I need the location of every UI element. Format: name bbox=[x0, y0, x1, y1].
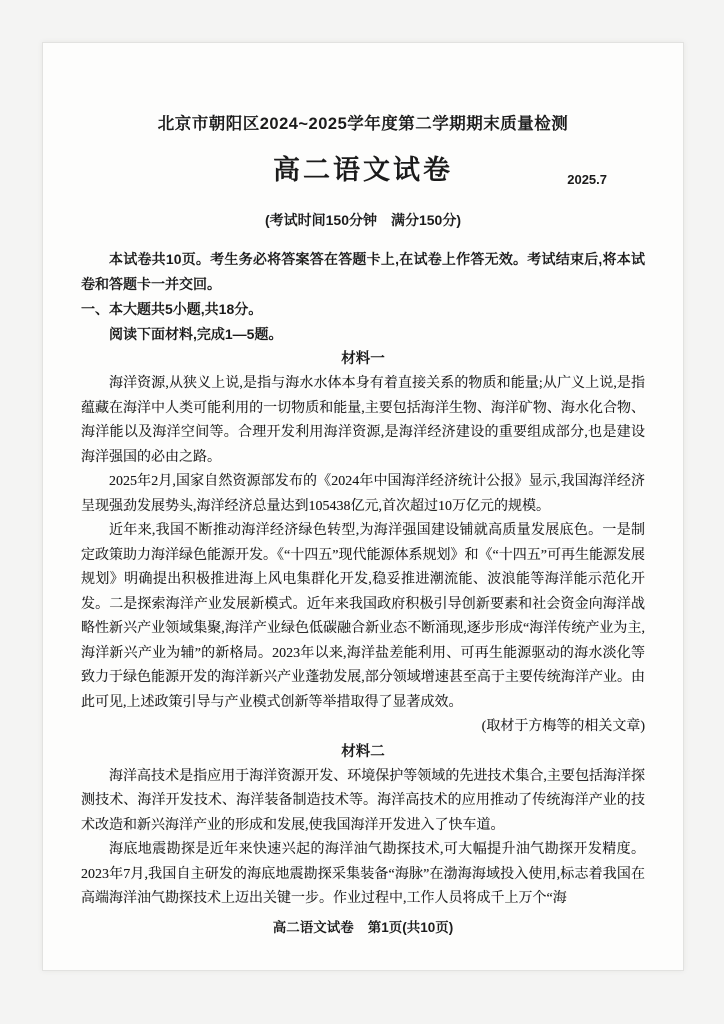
material-two-paragraph-1: 海洋高技术是指应用于海洋资源开发、环境保护等领域的先进技术集合,主要包括海洋探测技术、海洋开发技术、海洋装备制造技术等。海洋高技术的应用推动了传统海洋产业的技术改造和新兴海洋产业的形成和发展,使我国海洋开发进入了快车道。 bbox=[81, 768, 645, 833]
exam-duration-info: (考试时间150分钟 满分150分) bbox=[264, 212, 462, 228]
exam-date: 2025.7 bbox=[567, 172, 607, 187]
material-one-paragraph-1: 海洋资源,从狭义上说,是指与海水水体本身有着直接关系的物质和能量;从广义上说,是指蕴藏在海洋中人类可能利用的一切物质和能量,主要包括海洋生物、海洋矿物、海水化合物、海洋能以及海洋空间等。合理开发利用海洋资源,是海洋经济建设的重要组成部分,也是建设海洋强国的必由之路。 bbox=[81, 376, 645, 465]
exam-session-subtitle: 北京市朝阳区2024~2025学年度第二学期期末质量检测 bbox=[157, 115, 569, 133]
page-title: 高二语文试卷 bbox=[273, 155, 453, 185]
material-one-paragraph-2: 2025年2月,国家自然资源部发布的《2024年中国海洋经济统计公报》显示,我国海洋经济呈现强劲发展势头,海洋经济总量达到105438亿元,首次超过10万亿元的规模。 bbox=[81, 474, 645, 514]
material-two-heading: 材料二 bbox=[341, 743, 385, 760]
page-content bbox=[43, 43, 683, 912]
title-row bbox=[81, 149, 645, 191]
page-footer bbox=[43, 916, 683, 936]
section-one-heading: 一、本大题共5小题,共18分。 bbox=[81, 301, 263, 317]
material-one-paragraph-3: 近年来,我国不断推动海洋经济绿色转型,为海洋强国建设铺就高质量发展底色。一是制定政策助力海洋绿色能源开发。《“十四五”现代能源体系规划》和《“十四五”可再生能源发展规划》明确提出积极推进海上风电集群化开发,稳妥推进潮流能、波浪能等海洋能示范化开发。二是探索海洋产业发展新模式。近年来我国政府积极引导创新要素和社会资金向海洋战略性新兴产业领域集聚,海洋产业绿色低碳融合新业态不断涌现,逐步形成“海洋传统产业为主,海洋新兴产业为辅”的新格局。2023年以来,海洋盐差能利用、可再生能源驱动的海水淡化等致力于绿色能源开发的海洋新兴产业蓬勃发展,部分领域增速甚至高于主要传统海洋产业。由此可见,上述政策引导与产业模式创新等举措取得了显著成效。 bbox=[81, 523, 645, 710]
footer-paper-label: 高二语文试卷 bbox=[272, 920, 354, 935]
reading-instruction: 阅读下面材料,完成1—5题。 bbox=[109, 326, 283, 342]
exam-notice: 本试卷共10页。考生务必将答案答在答题卡上,在试卷上作答无效。考试结束后,将本试卷和答题卡一并交回。 bbox=[81, 251, 645, 292]
exam-paper-page bbox=[42, 42, 684, 971]
footer-page-number: 第1页(共10页) bbox=[367, 920, 454, 935]
material-one-attribution: (取材于方梅等的相关文章) bbox=[481, 719, 645, 734]
material-one-heading: 材料一 bbox=[341, 351, 385, 367]
material-two-paragraph-2: 海底地震勘探是近年来快速兴起的海洋油气勘探技术,可大幅提升油气勘探开发精度。2023年7月,我国自主研发的海底地震勘探采集装备“海脉”在渤海海域投入使用,标志着我国在高端海洋油气勘探技术上迈出关键一步。作业过程中,工作人员将成千上万个“海 bbox=[81, 842, 645, 906]
